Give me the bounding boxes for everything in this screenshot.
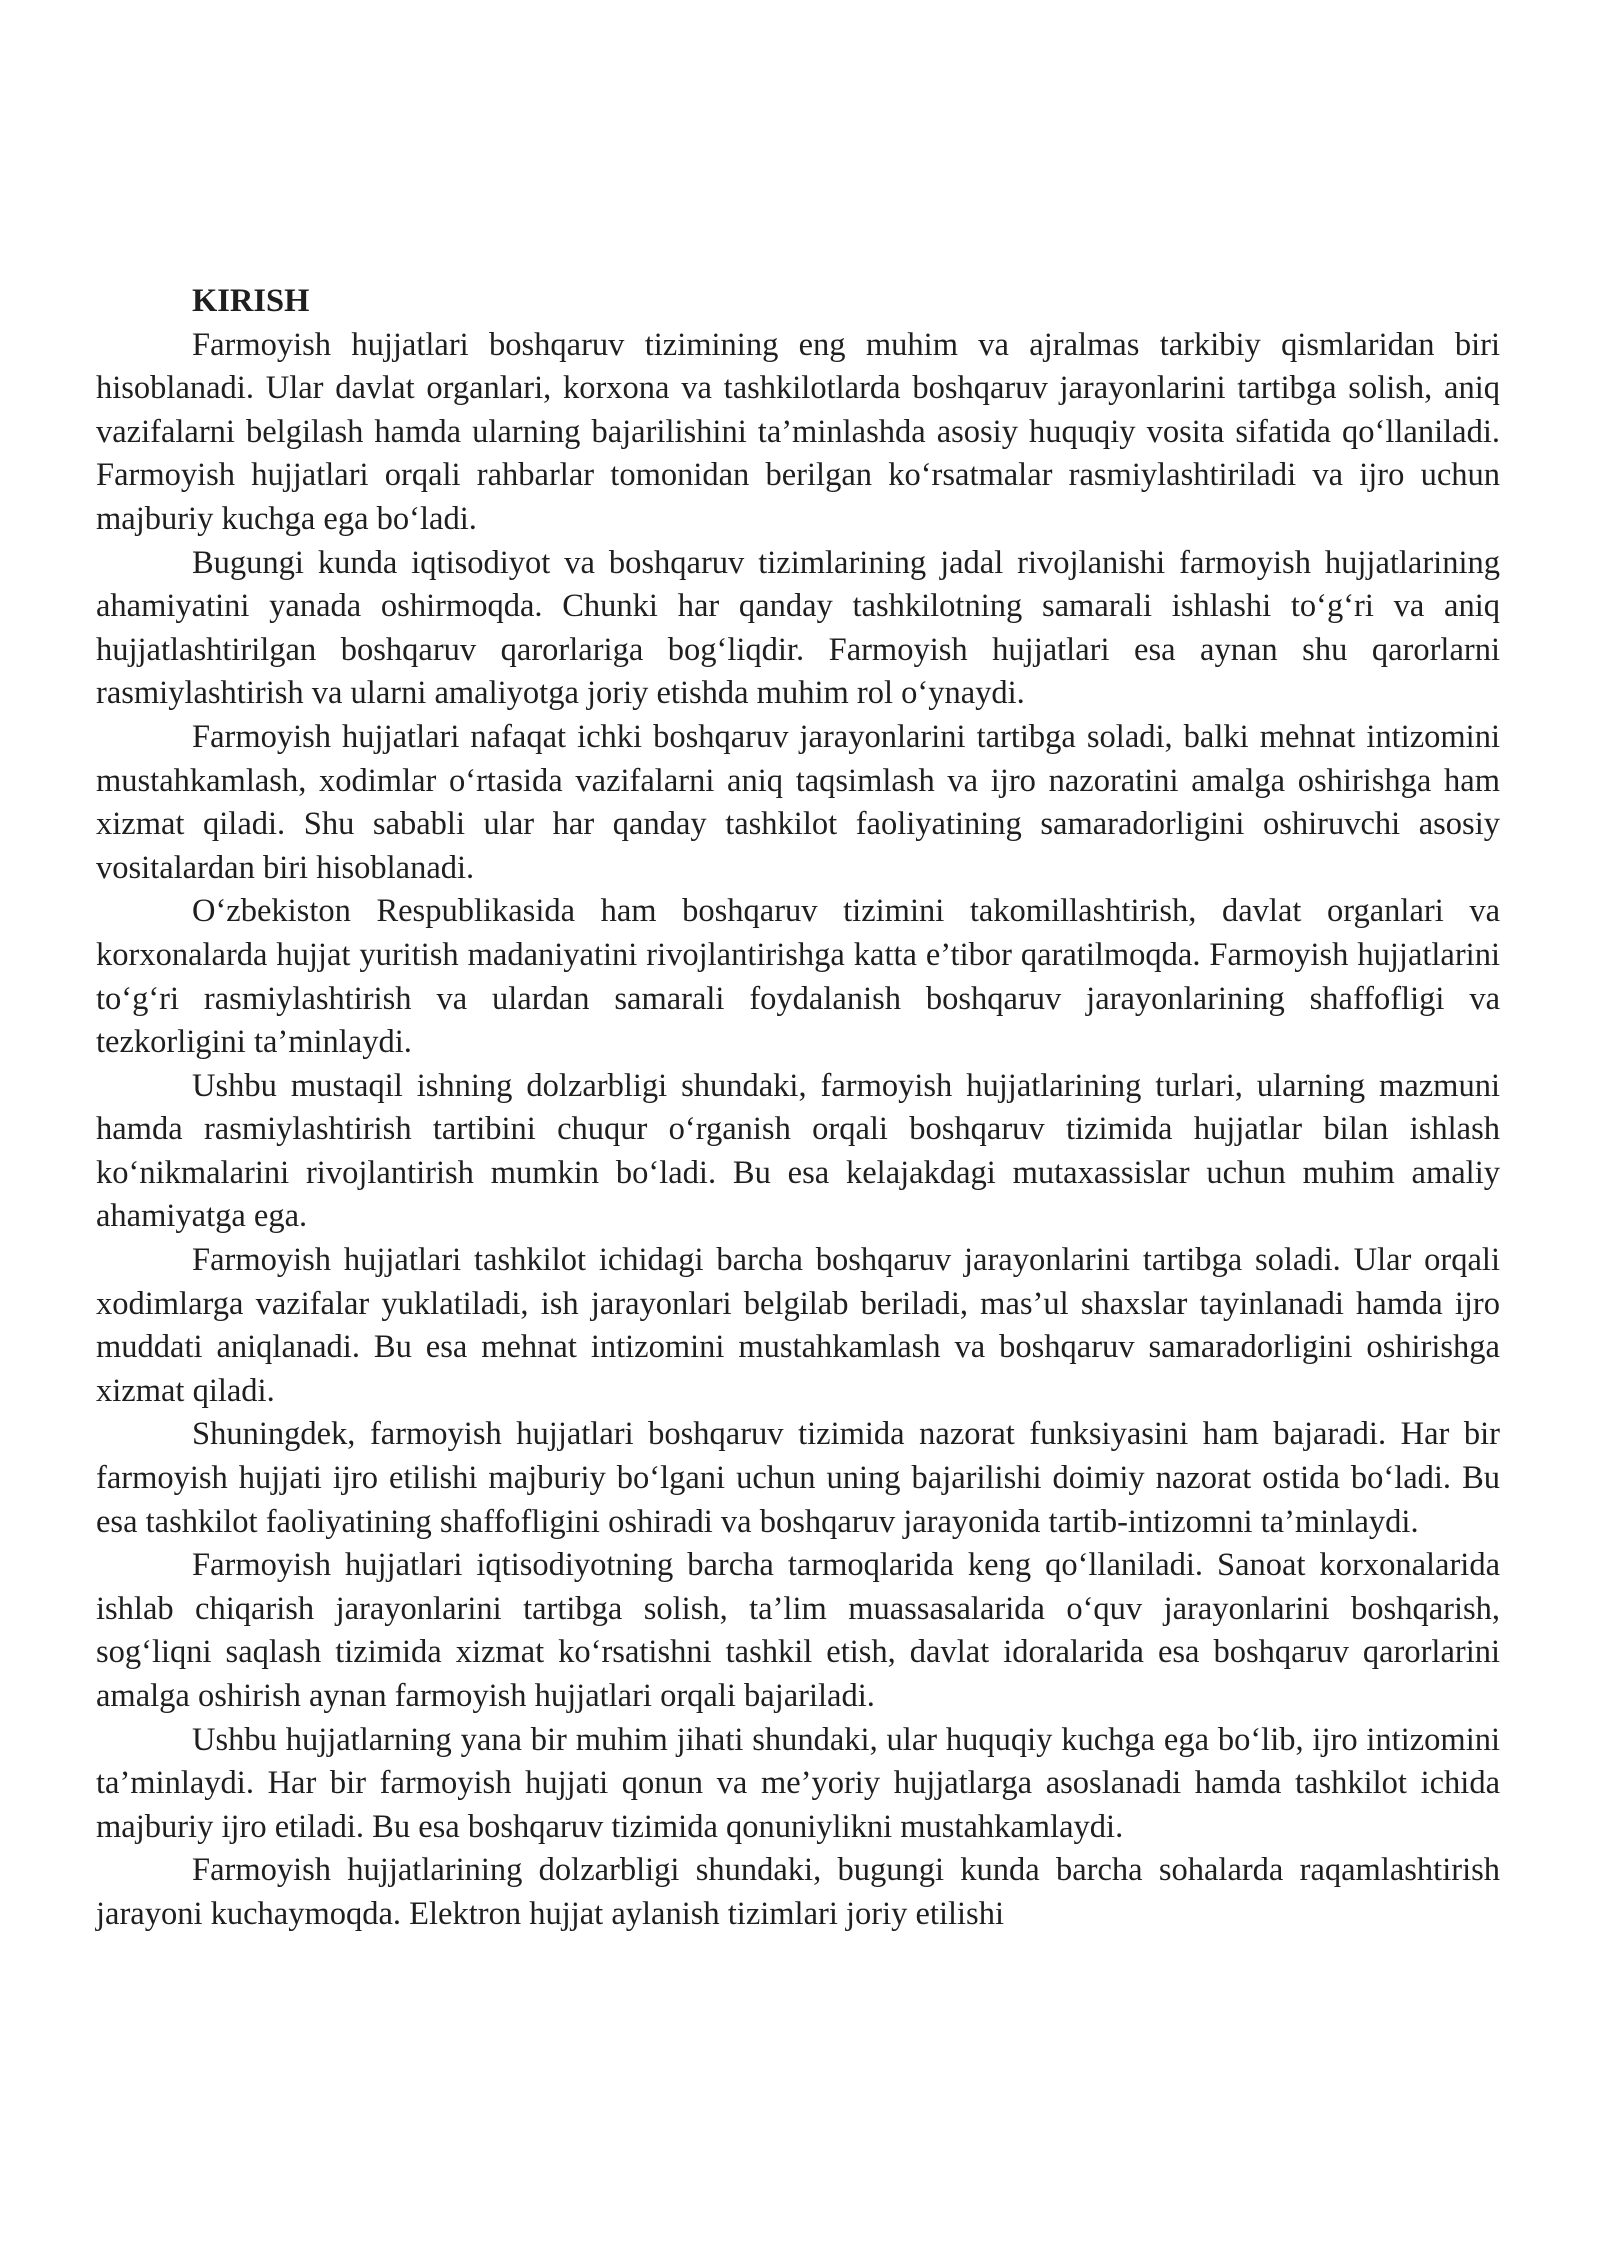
paragraph: Farmoyish hujjatlarining dolzarbligi shundaki, bugungi kunda barcha sohalarda raqamlashtirish jarayoni kuchaymoqda. Elektron hujjat aylanish tizimlari joriy etilishi: [96, 1852, 1500, 1932]
paragraph: Farmoyish hujjatlari boshqaruv tizimining eng muhim va ajralmas tarkibiy qismlaridan biri hisoblanadi. Ular davlat organlari, korxona va tashkilotlarda boshqaruv jarayonlarini tartibga solish, aniq vazifalarni belgilash hamda ularning bajarilishini ta’minlashda asosiy huquqiy vosita sifatida qo‘llaniladi. Farmoyish hujjatlari orqali rahbarlar tomonidan berilgan ko‘rsatmalar rasmiylashtiriladi va ijro uchun majburiy kuchga ega bo‘ladi.: [96, 326, 1500, 537]
paragraph: Ushbu hujjatlarning yana bir muhim jihati shundaki, ular huquqiy kuchga ega bo‘lib, ijro intizomini ta’minlaydi. Har bir farmoyish hujjati qonun va me’yoriy hujjatlarga asoslanadi hamda tashkilot ichida majburiy ijro etiladi. Bu esa boshqaruv tizimida qonuniylikni mustahkamlaydi.: [96, 1721, 1500, 1845]
paragraph: Shuningdek, farmoyish hujjatlari boshqaruv tizimida nazorat funksiyasini ham bajaradi. Har bir farmoyish hujjati ijro etilishi majburiy bo‘lgani uchun uning bajarilishi doimiy nazorat ostida bo‘ladi. Bu esa tashkilot faoliyatining shaffofligini oshiradi va boshqaruv jarayonida tartib-intizomni ta’minlaydi.: [96, 1416, 1500, 1540]
paragraph: Farmoyish hujjatlari iqtisodiyotning barcha tarmoqlarida keng qo‘llaniladi. Sanoat korxonalarida ishlab chiqarish jarayonlarini tartibga solish, ta’lim muassasalarida o‘quv jarayonlarini boshqarish, sog‘liqni saqlash tizimida xizmat ko‘rsatishni tashkil etish, davlat idoralarida esa boshqaruv qarorlarini amalga oshirish aynan farmoyish hujjatlari orqali bajariladi.: [96, 1547, 1500, 1714]
paragraph: Farmoyish hujjatlari tashkilot ichidagi barcha boshqaruv jarayonlarini tartibga soladi. Ular orqali xodimlarga vazifalar yuklatiladi, ish jarayonlari belgilab beriladi, mas’ul shaxslar tayinlanadi hamda ijro muddati aniqlanadi. Bu esa mehnat intizomini mustahkamlash va boshqaruv samaradorligini oshirishga xizmat qiladi.: [96, 1242, 1500, 1409]
section-heading: KIRISH: [192, 283, 310, 319]
paragraph: Ushbu mustaqil ishning dolzarbligi shundaki, farmoyish hujjatlarining turlari, ularning mazmuni hamda rasmiylashtirish tartibini chuqur o‘rganish orqali boshqaruv tizimida hujjatlar bilan ishlash ko‘nikmalarini rivojlantirish mumkin bo‘ladi. Bu esa kelajakdagi mutaxassislar uchun muhim amaliy ahamiyatga ega.: [96, 1067, 1500, 1235]
paragraph: O‘zbekiston Respublikasida ham boshqaruv tizimini takomillashtirish, davlat organlari va korxonalarda hujjat yuritish madaniyatini rivojlantirishga katta e’tibor qaratilmoqda. Farmoyish hujjatlarini to‘g‘ri rasmiylashtirish va ulardan samarali foydalanish boshqaruv jarayonlarining shaffofligi va tezkorligini ta’minlaydi.: [96, 893, 1500, 1061]
paragraph: Farmoyish hujjatlari nafaqat ichki boshqaruv jarayonlarini tartibga soladi, balki mehnat intizomini mustahkamlash, xodimlar o‘rtasida vazifalarni aniq taqsimlash va ijro nazoratini amalga oshirishga ham xizmat qiladi. Shu sababli ular har qanday tashkilot faoliyatining samaradorligini oshiruvchi asosiy vositalardan biri hisoblanadi.: [96, 718, 1500, 886]
paragraph: Bugungi kunda iqtisodiyot va boshqaruv tizimlarining jadal rivojlanishi farmoyish hujjatlarining ahamiyatini yanada oshirmoqda. Chunki har qanday tashkilotning samarali ishlashi to‘g‘ri va aniq hujjatlashtirilgan boshqaruv qarorlariga bog‘liqdir. Farmoyish hujjatlari esa aynan shu qarorlarni rasmiylashtirish va ularni amaliyotga joriy etishda muhim rol o‘ynaydi.: [96, 544, 1500, 712]
document-page: [96, 280, 1500, 1937]
